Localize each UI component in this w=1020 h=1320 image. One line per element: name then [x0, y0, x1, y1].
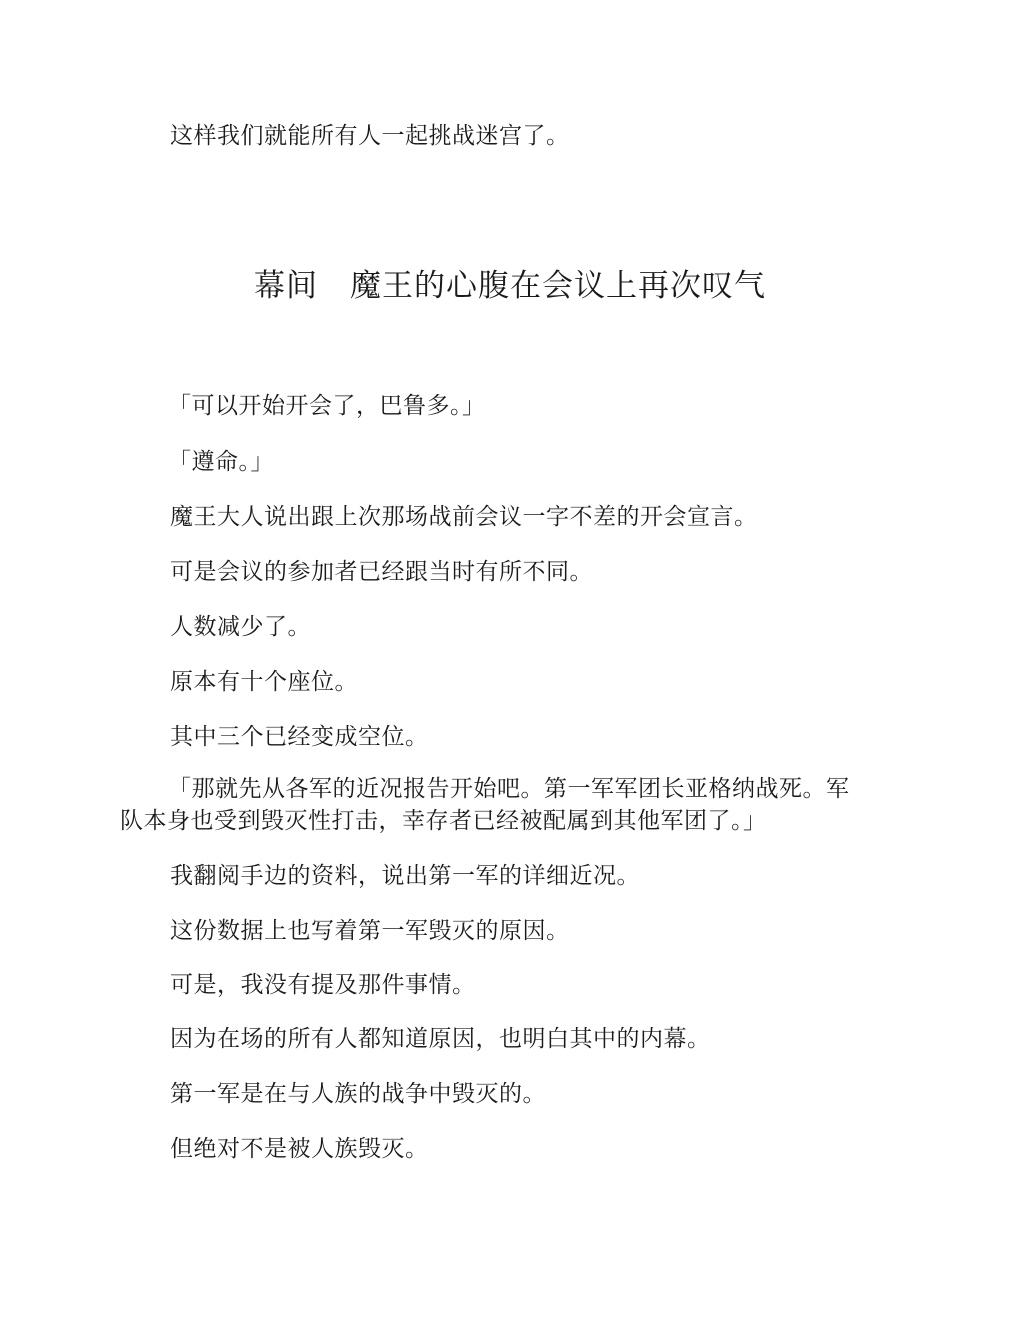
dialogue-paragraph: 「那就先从各军的近况报告开始吧。第一军军团长亚格纳战死。军 [168, 776, 850, 802]
paragraph: 魔王大人说出跟上次那场战前会议一字不差的开会宣言。 [170, 504, 758, 530]
chapter-title: 幕间 魔王的心腹在会议上再次叹气 [254, 268, 766, 304]
dialogue-paragraph: 「可以开始开会了，巴鲁多。」 [168, 393, 486, 419]
paragraph: 可是会议的参加者已经跟当时有所不同。 [170, 559, 593, 585]
paragraph: 其中三个已经变成空位。 [170, 724, 429, 750]
paragraph: 第一军是在与人族的战争中毁灭的。 [170, 1081, 546, 1107]
dialogue-paragraph-continuation: 队本身也受到毁灭性打击，幸存者已经被配属到其他军团了。」 [120, 808, 767, 834]
intro-line: 这样我们就能所有人一起挑战迷宫了。 [170, 123, 570, 149]
paragraph: 人数减少了。 [170, 614, 311, 640]
paragraph: 但绝对不是被人族毁灭。 [170, 1136, 429, 1162]
paragraph: 原本有十个座位。 [170, 669, 358, 695]
dialogue-paragraph: 「遵命。」 [168, 449, 274, 475]
paragraph: 我翻阅手边的资料，说出第一军的详细近况。 [170, 863, 640, 889]
paragraph: 这份数据上也写着第一军毁灭的原因。 [170, 918, 570, 944]
paragraph: 因为在场的所有人都知道原因，也明白其中的内幕。 [170, 1026, 711, 1052]
paragraph: 可是，我没有提及那件事情。 [170, 972, 476, 998]
